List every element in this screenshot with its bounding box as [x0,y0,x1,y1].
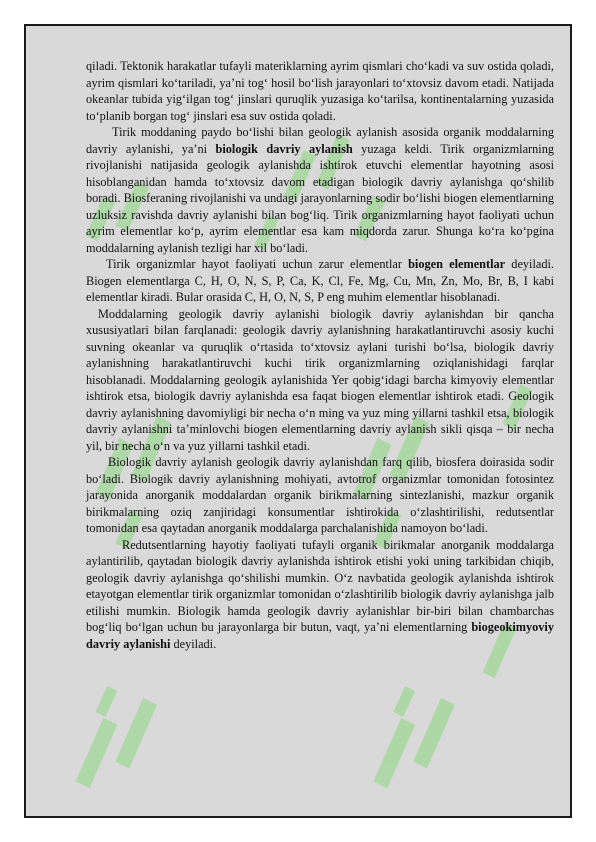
text-run: Biologik davriy aylanish geologik davriy aylanishdan farq qilib, biosfera doirasida sodir bo‘ladi. Biologik davriy aylanishning mohiyati, avtotrof organizmlar tomonidan fotosintez jarayonida anorganik moddalardan organik birikmalarning sintezlanishi, mazkur organik birikmalarning oziq zanjiridagi konsumentlar ishtirokida o‘zlashtirilishi, redutsentlar tomonidan esa qaytadan anorganik moddalarga parchalanishida namoyon bo‘ladi. [86,455,554,535]
body-text [86,58,554,652]
paragraph [86,256,554,306]
bold-term: biogeokimyoviy davriy aylanishi [86,620,554,651]
bold-term: biogen elementlar [408,257,506,271]
paragraph [86,537,554,653]
paragraph [86,58,554,124]
paragraph [86,124,554,256]
text-run: qiladi. Tektonik harakatlar tufayli materiklarning ayrim qismlari cho‘kadi va suv ostida qoladi, ayrim qismlari ko‘tariladi, ya’ni tog‘ hosil bo‘lish jarayonlari to‘xtovsiz davom etadi. Natijada okeanlar tubida yig‘ilgan tog‘ jinslari quruqlik yuzasiga ko‘tarilsa, kontinentalarning yuzasida to‘planib borgan tog‘ jinslari esa suv ostida qoladi. [86,59,554,123]
text-run: Tirik moddaning paydo bo‘lishi bilan geologik aylanish asosida organik moddalarning davriy aylanishi, ya’ni [86,125,554,156]
text-run: deyiladi. [170,636,217,651]
document-page [24,24,572,818]
watermark-shape [76,686,157,788]
text-run: yuzaga keldi. Tirik organizmlarning rivojlanishi natijasida geologik aylanishda ishtirok etuvchi elementlar hayotning asosi hisoblanganidan hamda to‘xtovsiz davom etadigan biologik davriy aylanishga qo‘shilib boradi. Biosferaning rivojlanishi va undagi jarayonlarning sodir bo‘lishi biogen elementlarning uzluksiz ravishda davriy aylanishi bilan bog‘liq. Tirik organizmlarning hayot faoliyati uchun ayrim elementlar ko‘p, ayrim elementlar esa kam miqdorda zarur. Shunga ko‘ra ko‘pgina moddalarning aylanish tezligi har xil bo‘ladi. [86,141,555,255]
text-run: Moddalarning geologik davriy aylanishi biologik davriy aylanishdan bir qancha xususiyatlari bilan farqlanadi: geologik davriy aylanishning harakatlantiruvchi asosiy kuchi suvning okeanlar va quruqlik o‘rtasida to‘xtovsiz aylani turishi bo‘lsa, biologik davriy aylanishning harakatlantiruvchi kuchi tirik organizmlarning oziqlanishidagi farqlar hisoblanadi. Moddalarning geologik aylanishida Yer qobig‘idagi barcha kimyoviy elementlar ishtirok etsa, biologik davriy aylanishda esa faqat biogen elementlar ishtirok etadi. Geologik davriy aylanishning davomiyligi bir necha o‘n ming va yuz ming yillarni tashkil etsa, biologik davriy aylanishni ta’minlovchi biogen elementlarning davriy aylanish sikli qisqa – bir necha yil, bir necha o‘n va yuz yillarni tashkil etadi. [86,306,554,453]
text-run: deyiladi. Biogen elementlarga C, H, O, N, S, P, Ca, K, Cl, Fe, Mg, Cu, Mn, Zn, Mo, Br, B, I kabi elementlar kiradi. Bular orasida C, H, O, N, S, P eng muhim elementlar hisoblanadi. [86,257,554,304]
bold-term: biologik davriy aylanish [215,141,353,156]
paragraph [86,306,554,455]
watermark-shape [373,686,454,788]
text-run: Redutsentlarning hayotiy faoliyati tufayli organik birikmalar anorganik moddalarga aylantirilib, qaytadan biologik davriy aylanishda ishtirok etishi yoki uning tarkibidan chiqib, geologik davriy aylanishga qo‘shilishi mumkin. O‘z navbatida geologik aylanishda ishtirok etayotgan elementlar tirik organizmlar tomonidan o‘zlashtirilib biologik davriy aylanishga jalb etilishi mumkin. Biologik hamda geologik davriy aylanishlar bir-biri bilan chambarchas bog‘liq bo‘lgan uchun bu jarayonlarga bir butun, vaqt, ya’ni elementlarning [86,537,554,634]
paragraph [86,454,554,537]
text-run: Tirik organizmlar hayot faoliyati uchun zarur elementlar [106,257,409,271]
